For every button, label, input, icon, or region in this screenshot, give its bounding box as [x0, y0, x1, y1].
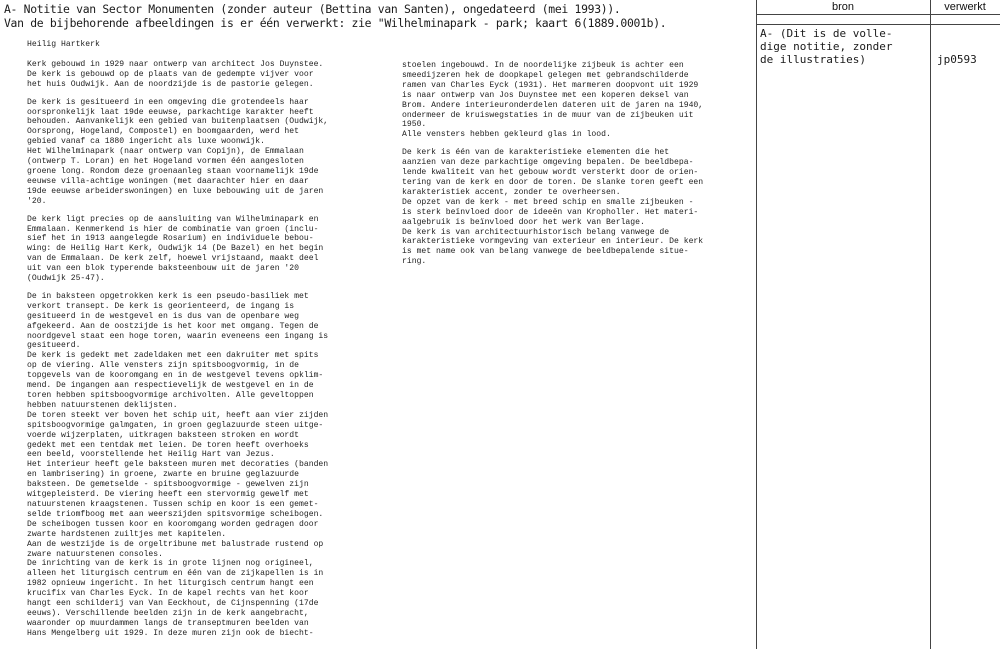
verwerkt-code: jp0593 [937, 53, 977, 66]
right-text-column [402, 61, 752, 267]
bron-row-divider [756, 24, 1000, 25]
column-header-verwerkt: verwerkt [944, 1, 986, 13]
subject-heading: Heilig Hartkerk [27, 40, 100, 49]
divider-verwerkt [930, 0, 931, 649]
left-text-column [27, 40, 397, 639]
paragraph-description: De in baksteen opgetrokken kerk is een pseudo-basiliek met verkort transept. De kerk is georienteerd, de ingang is gesitueerd in de westgevel en is dus van de openbare weg afgekeerd. Aan de oostzijde is het koor met omgang. Tegen de noordgevel staat een hoge toren, waarin eveneens een ingang is gesitueerd. De kerk is gedekt met zadeldaken met een dakruiter met spits op de viering. Alle vensters zijn spitsboogvormig, in de topgevels van de kooromgang en in de westgevel tevens opklim- mend. De ingangen aan respectievelijk de westgevel en in de toren hebben spitsboogvormige archivolten. Alle geveltoppen hebben natuurstenen deklijsten. De toren steekt ver boven het schip uit, heeft aan vier zijden spitsboogvormige galmgaten, in groen geglazuurde steen uitge- voerde wijzerplaten, uitkragen baksteen stroken en wordt gedekt met een tentdak met leien. De toren heeft overhoeks een beeld, voorstellende het Heilig Hart van Jezus. Het interieur heeft gele baksteen muren met decoraties (banden en lambrisering) in groene, zwarte en bruine geglazuurde baksteen. De gemetselde - spitsboogvormige - gewelven zijn witgepleisterd. De viering heeft een stervormig gewelf met natuurstenen kraagstenen. Tussen schip en koor is een gemet- selde triomfboog met aan weerszijden spitsvormige scheibogen. De scheibogen tussen koor en kooromgang worden gedragen door zwarte hardstenen zuiltjes met kapitelen. Aan de westzijde is de orgeltribune met balustrade rustend op zware natuurstenen consoles. De inrichting van de kerk is in grote lijnen nog origineel, alleen het liturgisch centrum en één van de zijkapellen is in 1982 opnieuw ingericht. In het liturgisch centrum hangt een krucifix van Charles Eyck. In de kapel rechts van het koor hangt een schilderij van Van Eeckhout, de Cijnspenning (17de eeuws). Verschillende beelden zijn in de kerk aangebracht, waaronder op muurdammen langs de transeptmuren beelden van Hans Mengelberg uit 1929. In deze muren zijn ook de biecht- [27, 291, 329, 638]
paragraph-interior: stoelen ingebouwd. In de noordelijke zijbeuk is achter een smeedijzeren hek de doopkapel gelegen met gebrandschilderde ramen van Charles Eyck (1931). Het marmeren doopvont uit 1929 is naar ontwerp van Jos Duynstee met een koperen deksel van Brom. Andere interieuronderdelen dateren uit de jaren na 1940, ondermeer de kruiswegstaties in de muur van de zijbeuken uit 1950. Alle vensters hebben gekleurd glas in lood. [402, 61, 704, 140]
paragraph-surroundings: De kerk is gesitueerd in een omgeving die grotendeels haar oorspronkelijk laat 19de eeuwse, parkachtige karakter heeft behouden. Aanvankelijk een gebied van buitenplaatsen (Oudwijk, Oorsprong, Hogeland, Compostel) en boomgaarden, werd het gebied vanaf ca 1880 ingericht als luxe woonwijk. Het Wilhelminapark (naar ontwerp van Copijn), de Emmalaan (ontwerp T. Loran) en het Hogeland vormen één aangesloten groene long. Rondom deze groenaanleg staan voornamelijk 19de eeuwse villa-achtige woningen (met daarachter hier en daar 19de eeuwse arbeiderswoningen) en luxe bebouwing uit de jaren '20. [27, 97, 329, 206]
paragraph-location: De kerk ligt precies op de aansluiting van Wilhelminapark en Emmalaan. Kenmerkend is hier de combinatie van groen (inclu- sief het in 1913 aangelegde Rosarium) en individuele bebou- wing: de Heilig Hart Kerk, Oudwijk 14 (De Bazel) en het begin van de Emmalaan. De kerk zelf, hoewel vrijstaand, maakt deel uit van een blok typerende baksteenbouw uit de jaren '20 (Oudwijk 25-47). [27, 214, 324, 284]
bron-note: A- (Dit is de volle- dige notitie, zonder de illustraties) [760, 27, 893, 66]
paragraph-origin: Kerk gebouwd in 1929 naar ontwerp van architect Jos Duynstee. De kerk is gebouwd op de plaats van de gedempte vijver voor het huis Oudwijk. Aan de noordzijde is de pastorie gelegen. [27, 59, 324, 89]
note-title-line-2: Van de bijbehorende afbeeldingen is er één verwerkt: zie "Wilhelminapark - park; kaart 6(1889.0001b). [4, 16, 667, 30]
header-underline [756, 14, 1000, 15]
column-header-bron: bron [831, 1, 855, 13]
divider-bron [756, 0, 757, 649]
note-title-line-1: A- Notitie van Sector Monumenten (zonder auteur (Bettina van Santen), ongedateerd (mei 1993)). [4, 2, 621, 16]
paragraph-valuation: De kerk is één van de karakteristieke elementen die het aanzien van deze parkachtige omgeving bepalen. De beeldbepa- lende kwaliteit van het gebouw wordt versterkt door de orien- tering van de kerk en door de toren. De slanke toren geeft een karakteristiek accent, zonder te overheersen. De opzet van de kerk - met breed schip en smalle zijbeuken - is sterk beïnvloed door de ideeën van Kropholler. Het materi- aalgebruik is beïnvloed door het werk van Berlage. De kerk is van architectuurhistorisch belang vanwege de karakteristieke vormgeving van exterieur en interieur. De kerk is met name ook van belang vanwege de beeldbepalende situe- ring. [402, 148, 704, 267]
